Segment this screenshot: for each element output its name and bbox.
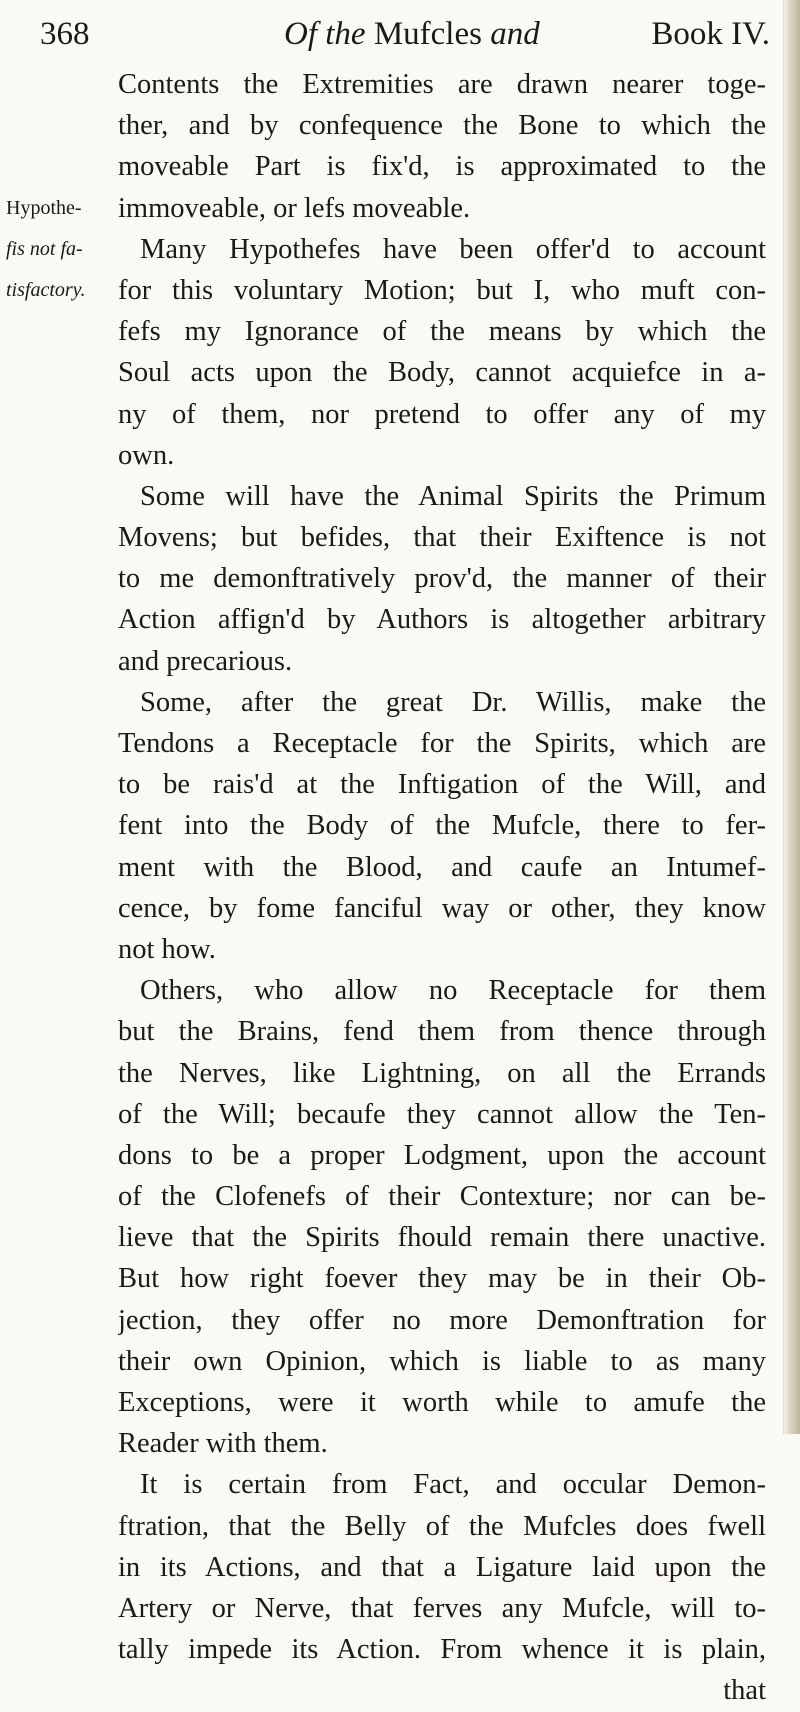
text-line: Artery or Nerve, that ferves any Mufcle, will to- — [118, 1592, 766, 1624]
catchword: that — [723, 1675, 766, 1707]
body-text — [118, 64, 766, 1712]
text-line: lieve that the Spirits fhould remain there unactive. — [118, 1222, 766, 1254]
text-line: Contents the Extremities are drawn nearer toge- — [118, 69, 766, 100]
running-title-mufcles: Mufcles — [373, 16, 482, 52]
margin-note — [6, 188, 114, 312]
text-line: but the Brains, fend them from thence through — [118, 1016, 766, 1048]
running-title-of-the: Of the — [284, 16, 366, 52]
page-number: 368 — [40, 16, 90, 52]
text-line: Reader with them. — [118, 1428, 328, 1460]
text-line: dons to be a proper Lodgment, upon the account — [118, 1139, 766, 1171]
text-line: of the Will; becaufe they cannot allow the Ten- — [118, 1098, 766, 1130]
text-line: But how right foever they may be in their Ob- — [118, 1263, 766, 1295]
text-line: the Nerves, like Lightning, on all the Errands — [118, 1057, 766, 1089]
text-line: cence, by fome fanciful way or other, they know — [118, 892, 766, 924]
margin-note-line: Hypothe- — [6, 197, 82, 219]
text-line: jection, they offer no more Demonftration for — [118, 1304, 766, 1336]
text-line: fefs my Ignorance of the means by which the — [118, 316, 766, 348]
text-line: Tendons a Receptacle for the Spirits, which are — [118, 728, 766, 759]
text-line: Soul acts upon the Body, cannot acquiefce in a- — [118, 357, 766, 389]
text-line: ment with the Blood, and caufe an Intumef- — [118, 851, 766, 883]
text-line: ther, and by confequence the Bone to which the — [118, 110, 766, 142]
text-line: their own Opinion, which is liable to as many — [118, 1345, 766, 1377]
text-line: fent into the Body of the Mufcle, there to fer- — [118, 810, 766, 842]
text-line: Exceptions, were it worth while to amufe the — [118, 1387, 766, 1418]
running-title-and: and — [490, 16, 540, 52]
text-line: Others, who allow no Receptacle for them — [140, 975, 766, 1007]
text-line: It is certain from Fact, and occular Demon- — [140, 1469, 766, 1501]
text-line: for this voluntary Motion; but I, who muft con- — [118, 274, 766, 306]
margin-note-line: fis not fa- — [6, 238, 83, 261]
running-header — [40, 16, 770, 66]
text-line: Movens; but befides, that their Exiftence is not — [118, 522, 766, 554]
text-line: moveable Part is fix'd, is approximated to the — [118, 151, 766, 183]
text-line: in its Actions, and that a Ligature laid upon the — [118, 1551, 766, 1583]
text-line: ftration, that the Belly of the Mufcles does fwell — [118, 1510, 766, 1542]
text-line: Some will have the Animal Spirits the Primum — [140, 480, 766, 512]
text-line: Many Hypothefes have been offer'd to account — [140, 233, 766, 265]
text-line: Some, after the great Dr. Willis, make the — [140, 686, 766, 718]
text-line: of the Clofenefs of their Contexture; nor can be- — [118, 1181, 766, 1213]
margin-note-line: tisfactory. — [6, 279, 86, 302]
book-label: Book IV. — [651, 16, 770, 52]
text-line: and precarious. — [118, 645, 293, 677]
page-edge — [783, 0, 800, 1434]
text-line: tally impede its Action. From whence it is plain, — [118, 1634, 766, 1666]
text-line: own. — [118, 439, 175, 471]
text-line: to be rais'd at the Inftigation of the Will, and — [118, 769, 766, 801]
text-line: immoveable, or lefs moveable. — [118, 192, 471, 224]
text-line: to me demonftratively prov'd, the manner of their — [118, 563, 766, 595]
text-line: not how. — [118, 933, 216, 965]
text-line: ny of them, nor pretend to offer any of my — [118, 398, 766, 430]
running-title — [284, 16, 540, 53]
text-line: Action affign'd by Authors is altogether arbitrary — [118, 604, 766, 636]
